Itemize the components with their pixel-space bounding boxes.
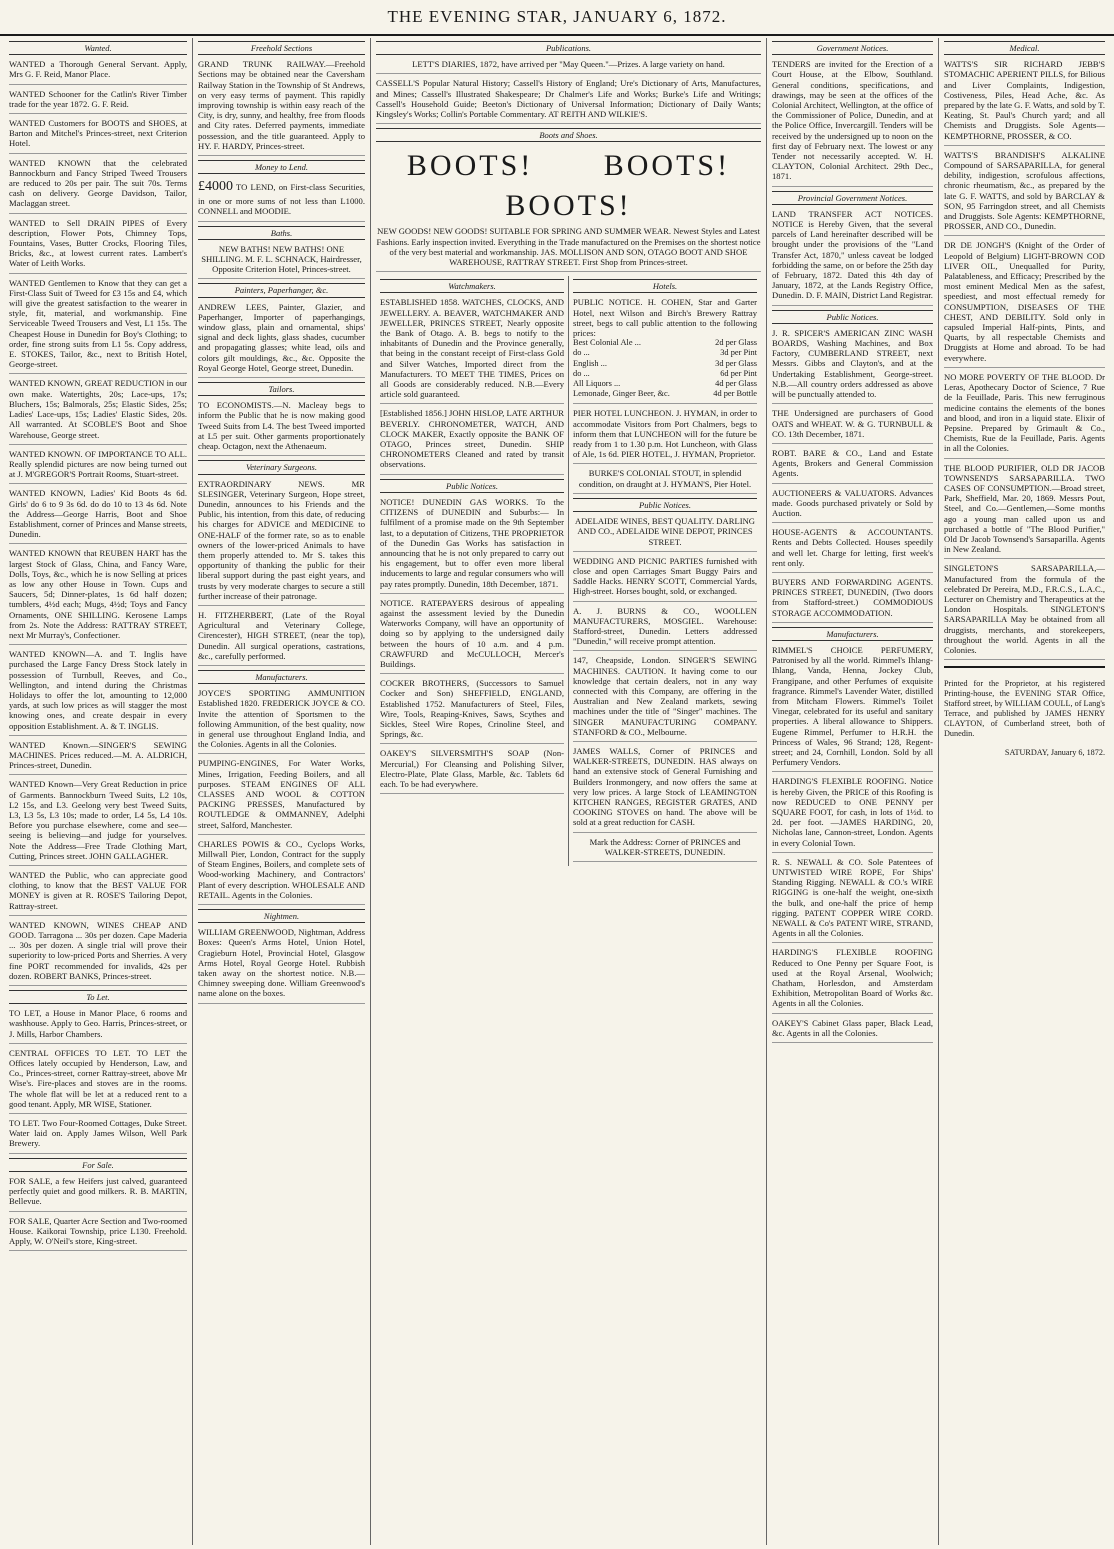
section-for-sale: For Sale. [9,1158,187,1172]
watchmaker-ad: [Established 1856.] JOHN HISLOP, LATE ARTHUR BEVERLY. CHRONOMETER, WATCH, AND CLOCK MAKER, Exactly opposite the BANK OF OTAGO, Princes street, Dunedin. SHIP CHRONOMETERS Cleaned and rated by transit observations. [380,408,564,474]
harding-ad: HARDING'S FLEXIBLE ROOFING. Notice is hereby Given, the PRICE of this Roofing is now REDUCED to ONE PENNY per SQUARE FOOT, for cash, in lots of 1½d. to 2d. per foot. —JAMES HARDING, 20, Nicholas lane, Cannon-street, London. Agents in every Colonial Town. [772,776,933,852]
section-watchmakers: Watchmakers. [380,279,564,293]
hotel-ad: BURKE'S COLONIAL STOUT, in splendid condition, on draught at J. HYMAN'S, Pier Hotel. [573,468,757,493]
price-table [573,338,757,399]
hotel-ad [573,297,757,404]
classified-ad: WANTED Schooner for the Catlin's River Timber trade for the year 1872. G. F. Reid. [9,89,187,114]
classified-ad: WANTED KNOWN that the celebrated Bannockburn and Fancy Striped Tweed Trousers are reduced to 20s per pair. The suit 70s. Terms cash on delivery. George Davidson, Tailor, Maclaggan street. [9,158,187,214]
price-item: Best Colonial Ale ... [573,338,641,348]
freehold-ad: GRAND TRUNK RAILWAY.—Freehold Sections may be obtained near the Caversham Railway Station in the Township of St Andrews, on very easy terms of payment. This rapidly improving township is within easy reach of the City, is dry, sunny, and healthy, free from floods and City rates. Deferred payments, immediate possession, and the title guaranteed. Apply to HY. F. HARDY, Princes-street. [198,59,365,156]
price-value: 2d per Glass [715,338,757,348]
turnbull-ad: THE Undersigned are purchasers of Good OATS and WHEAT. W. & G. TURNBULL & CO. 13th December, 1871. [772,408,933,444]
price-value: 3d per Glass [715,358,757,368]
money-ad [198,178,365,221]
section-publications: Publications. [376,41,761,55]
publication-ad: CASSELL'S Popular Natural History; Cassell's History of England; Ure's Dictionary of Arts, Manufactures, and Mines; Cassell's Illustrated Shakespeare; Dr Chalmer's Life and Works; Burke's Life and Writings; Cassell's Household Guide; Beeton's Dictionary of Universal Information; Dictionary of Daily Wants; Kingsley's Works; Collin's Portable Commentary. AT REITH AND WILKIE'S. [376,78,761,124]
boots-headline: BOOTS! BOOTS! BOOTS! [406,149,731,223]
column-2 [192,38,370,1545]
manufacturer-ad: PUMPING-ENGINES, For Water Works, Mines, Irrigation, Feeding Boilers, and all purposes. STEAM ENGINES OF ALL CLASSES AND WOOL & COTTON PACKING PRESSES, Manufactured by ROUTLEDGE & OMMANNEY, Adelphi street, Salford, Manchester. [198,758,365,834]
column-1 [4,38,192,1545]
column-3 [370,38,766,1545]
classified-ad: WANTED the Public, who can appreciate good clothing, to know that the BEST VALUE FOR MONEY is given at R. ROSE'S Tailoring Depot, Rattray-street. [9,870,187,916]
classified-ad: WANTED KNOWN, GREAT REDUCTION in our own make. Watertights, 20s; Lace-ups, 17s; Bluchers, 15s; Balmorals, 25s; Elastic Sides, 25s; Ladies' Lace-ups, 15s; Ladies' Elastic Sides, 20s. All warranted. At SCOBLE'S Boot and Shoe Warehouse, George street. [9,378,187,444]
buyers-ad: BUYERS AND FORWARDING AGENTS. PRINCES STREET, DUNEDIN, (Two doors from Stafford-street.) COMMODIOUS STORAGE ACCOMMODATION. [772,577,933,623]
section-medical: Medical. [944,41,1105,55]
price-value: 4d per Bottle [713,389,757,399]
price-item: All Liquors ... [573,379,621,389]
table-row [573,338,757,348]
classified-ad: WANTED KNOWN that REUBEN HART has the largest Stock of Glass, China, and Fancy Ware, Dolls, Toys, &c., which he is now Selling at prices as low any other House in Town. Cups and Saucers, 5d; Dinner-plates, 1s 6d half dozen; tumblers, 4½d each; Mugs, 4½d; Toys and Fancy Ornaments, ONE SHILLING. Kerosene Lamps from 2s. Note the Address: RATTRAY STREET, next Mr Murray's, Confectioner. [9,548,187,645]
printer-imprint [944,666,1105,757]
price-item: Lemonade, Ginger Beer, &c. [573,389,670,399]
price-value: 4d per Glass [715,379,757,389]
watchmaker-ad: ESTABLISHED 1858. WATCHES, CLOCKS, AND JEWELLERY. A. BEAVER, WATCHMAKER AND JEWELLER, PRINCES STREET, Nearly opposite the Bank of Otago. A. B. begs to notify to the inhabitants of Dunedin and the Province generally, that being in the constant receipt of First-class Gold and Silver Watches, Imported direct from the Manufacturers. TO MEET THE TIMES, Prices on all Goods are considerably reduced. N.B.—Every article sold guaranteed. [380,297,564,404]
section-public-notices: Public Notices. [772,310,933,324]
classified-ad: WANTED KNOWN, WINES CHEAP AND GOOD. Tarragona ... 30s per dozen. Cape Maderia ... 30s per dozen. A single trial will prove their superiority to low-priced Ports and Sherries. A very fine PORT recommended for invalids, 42s per dozen. ROBERT BANKS, Princes-street. [9,920,187,986]
hotel-notice-text: PUBLIC NOTICE. H. COHEN, Star and Garter Hotel, next Wilson and Birch's Brewery Rattray street, begs to call public attention to the following prices: [573,297,757,339]
classified-ad: WANTED KNOWN, Ladies' Kid Boots 4s 6d. Girls' do 6 to 9 3s 6d. do do 10 to 13 4s 6d. Note the Address—George Harris, Boot and Shoe Establishment, corner of Princes and Manse streets, Dunedin. [9,488,187,544]
section-public-notices: Public Notices. [380,479,564,493]
section-manufacturers: Manufacturers. [772,627,933,641]
column-5 [938,38,1110,1545]
water-notice: NOTICE. RATEPAYERS desirous of appealing against the assessment levied by the Dunedin Waterworks Company, will have an opportunity of doing so by applying to the undersigned daily between the hours of 10 a.m. and 4 p.m. CRAWFURD and McCULLOCH, Mercer's Buildings. [380,598,564,674]
classified-ad: WANTED a Thorough General Servant. Apply, Mrs G. F. Reid, Manor Place. [9,59,187,84]
section-money: Money to Lend. [198,160,365,174]
column-4 [766,38,938,1545]
classified-ad: WANTED Gentlemen to Know that they can get a First-Class Suit of Tweed for £3 15s and £4, which will give the greatest satisfaction to the wearer in style, fit, material, and workmanship. Fine Serviceable Tweed Trousers and Vest, L1 15s. The Cheapest House in Dunedin for Boy's Clothing; to order, fine strong suits from L1 5s. Copy address, E. STOKES, Tailor, &c., next to British Hotel, George-street. [9,278,187,375]
section-public-notices-2: Public Notices. [573,498,757,512]
gas-notice: NOTICE! DUNEDIN GAS WORKS. To the CITIZENS of DUNEDIN and Suburbs:— In fulfilment of a promise made on the 9th September last, to a deputation of Citizens, THE PROPRIETOR of the Dunedin Gas Works has satisfaction in announcing that he is not only prepared to carry out his engagement, but to offer even more liberal inducements to large and regular consumers who will pay rates promptly. Dunedin, 18th December, 1871. [380,497,564,594]
oakey-ad: OAKEY'S SILVERSMITH'S SOAP (Non-Mercurial,) For Cleansing and Polishing Silver, Electro-Plate, Plate Glass, Marble, &c. Tablets 6d each. To be had everywhere. [380,748,564,794]
price-item: do ... [573,348,590,358]
section-nightmen: Nightmen. [198,909,365,923]
classified-ad: WANTED Known.—SINGER'S SEWING MACHINES. Prices reduced.—M. A. ALDRICH, Princes-street, Dunedin. [9,740,187,776]
de-jongh-ad: DR DE JONGH'S (Knight of the Order of Leopold of Belgium) LIGHT-BROWN COD LIVER OIL, Unequalled for Purity, Palatableness, and Efficacy; Prescribed by the most eminent Medical Men as the safest, speediest, and most effectual remedy for CONSUMPTION, DISEASES OF THE CHEST, AND DEBILITY. Sold only in capsuled Imperial Half-pints, Pints, and Quarts, by all respectable Chemists and Druggists at Home and abroad. To be had everywhere. [944,240,1105,367]
singleton-ad: SINGLETON'S SARSAPARILLA,—Manufactured from the formula of the celebrated Dr Pereira, M.D., F.R.C.S., L.A.C., Lecturer on Chemistry and Therapeutics at the London Hospitals. SINGLETON'S SARSAPARILLA May be obtained from all druggists, merchants, and storekeepers, throughout the world. Agents in all the Colonies. [944,563,1105,660]
section-manufacturers: Manufacturers. [198,670,365,684]
tailors-ad: TO ECONOMISTS.—N. Macleay begs to inform the Public that he is now making good Tweed Suits from L4. The best Tweed imported at L5 per suit. Other garments proportionately cheap. Octagon, next the Athenaeum. [198,400,365,456]
column-3-right [568,276,761,866]
section-boots: Boots and Shoes. [376,128,761,142]
section-tailors: Tailors. [198,382,365,396]
classified-ad: WANTED KNOWN—A. and T. Inglis have purchased the Large Fancy Dress Stock lately in possession of Turnbull, Reeves, and Co., Wellington, and intend during the Christmas Holidays to offer the lot, amounting to 12,000 yards, at such low prices as will stagger the most knowing ones, and create despair in every opposition Establishment. A. & T. INGLIS. [9,649,187,736]
section-to-let: To Let. [9,990,187,1004]
money-text: TO LEND, on First-class Securities, in one or more sums of not less than L1000. CONNELL and MOODIE. [198,182,365,217]
land-notice: LAND TRANSFER ACT NOTICES. NOTICE is Hereby Given, that the several parcels of Land hereinafter described will be brought under the provisions of the "Land Transfer Act, 1870," unless caveat be lodged forbidding the same, on or before the 25th day of February, 1872. Dated this 4th day of January, 1872, at the Lands Registry Office, Dunedin. D. F. MAIN, District Land Registrar. [772,209,933,306]
woollen-ad: A. J. BURNS & CO., WOOLLEN MANUFACTURERS, MOSGIEL. Warehouse: Stafford-street, Dunedin. Letters addressed "Dunedin," will receive prompt attention. [573,606,757,652]
price-value: 3d per Pint [720,348,757,358]
table-row [573,359,757,369]
singer-ad: 147, Cheapside, London. SINGER'S SEWING MACHINES. CAUTION. It having come to our knowledge that certain dealers, not in any way connected with this Company, are offering in the Australian and New Zealand markets, sewing machines under the title of "Singer" machines. The SINGER MANUFACTURING COMPANY. STANFORD & CO., Melbourne. [573,655,757,742]
hotel-ad: PIER HOTEL LUNCHEON. J. HYMAN, in order to accommodate Visitors from Port Chalmers, begs to inform them that LUNCHEON will for the future be ready from 1 to 1.30 p.m. Hot Luncheon, with Glass of Ale, 1s 6d. PIER HOTEL, J. HYMAN, Proprietor. [573,408,757,464]
publication-ad: LETT'S DIARIES, 1872, have arrived per "May Queen."—Prizes. A large variety on hand. [376,59,761,74]
price-value: 6d per Pint [720,368,757,378]
section-freehold: Freehold Sections [198,41,365,55]
section-hotels: Hotels. [573,279,757,293]
table-row [573,379,757,389]
classified-ad: WANTED to Sell DRAIN PIPES of Every description, Flower Pots, Chimney Tops, Fountains, Vases, Butter Crocks, Flooring Tiles, Bricks, &c., at lowest current rates. Lambert's Water of Leith Works. [9,218,187,274]
table-row [573,389,757,399]
boots-ad: NEW GOODS! NEW GOODS! SUITABLE FOR SPRING AND SUMMER WEAR. Newest Styles and Latest Fashions. Early inspection invited. Everything in the Trade manufactured on the Premises on the shortest notice of the very best material and workmanship. JAS. MOLLISON AND SON, OTAGO BOOT AND SHOE WAREHOUSE, RATTRAY STREET. First Shop from Princes-street. [376,226,761,272]
manufacturer-ad: CHARLES POWIS & CO., Cyclops Works, Millwall Pier, London, Contract for the supply of Steam Engines, Boilers, and complete sets of Wood-working Machinery, and Contractors' Plant of every description. WHOLESALE AND RETAIL. Agents in the Colonies. [198,839,365,905]
nightman-ad: WILLIAM GREENWOOD, Nightman, Address Boxes: Queen's Arms Hotel, Union Hotel, Cragieburn Hotel, Provincial Hotel, Glasgow Arms Hotel, Royal George Hotel. Rubbish taken away on the shortest notice. N.B.—Chimney sweeping done. William Greenwood's name alone on the boxes. [198,927,365,1003]
section-government: Government Notices. [772,41,933,55]
tenders-notice: TENDERS are invited for the Erection of a Court House, at the Elbow, Southland. General conditions, specifications, and drawings, may be seen at the offices of the Colonial Architect, Wellington, at the office of the Commissioner of Police, Dunedin, and at the Police Office, Invercargill. Tenders will be received by the undersigned up to noon on the first day of February next. The lowest or any Tender not necessarily accepted. W. H. CLAYTON, Colonial Architect. 29th Dec., 1871. [772,59,933,186]
painters-ad: ANDREW LEES, Painter, Glazier, and Paperhanger, Importer of paperhangings, window glass, plain and ornamental, ships' signal and deck lights, glass shades, cucumber and propagating glasses; white lead, oils and colors gilt mouldings, &c., &c. Opposite the Royal George Hotel, George street, Dunedin. [198,302,365,378]
cocker-ad: COCKER BROTHERS, (Successors to Samuel Cocker and Son) SHEFFIELD, ENGLAND, Established 1752. Manufacturers of Steel, Files, Wire, Tools, Reaping-Knives, Saws, Scythes and Sickles, Steel Wire Ropes, Crinoline Steel, and Springs, &c. [380,678,564,744]
price-item: English ... [573,358,607,368]
classified-ad: FOR SALE, Quarter Acre Section and Two-roomed House. Kaikorai Township, price L130. Freehold. Apply, W. O'Neil's store, King-street. [9,1216,187,1252]
table-row [573,369,757,379]
section-baths: Baths. [198,226,365,240]
newall-ad: R. S. NEWALL & CO. Sole Patentees of UNTWISTED WIRE ROPE, For Ships' Standing Rigging. NEWALL & CO.'s WIRE RIGGING is one-half the weight, one-sixth the bulk, and one-half the price of hemp rigging. PATENT COPPER WIRE CORD. NEWALL & Co's PATENT WIRE, STRAND, Agents in all the Colonies. [772,857,933,944]
jebb-ad: WATTS'S SIR RICHARD JEBB'S STOMACHIC APERIENT PILLS, for Bilious and Liver Complaints, Indigestion, Costiveness, Piles, Head Ache, &c. As prepared by the late G. F. Watts, and sold by T. Keating, St. Paul's Church yard; and all Chemists and Druggists. Sole Agents—KEMPTHORNE, PROSSER, & CO. [944,59,1105,146]
column-3-split [376,276,761,866]
money-amount: £4000 [198,179,233,195]
section-veterinary: Veterinary Surgeons. [198,460,365,474]
columns [4,38,1110,1545]
classified-ad: WANTED Customers for BOOTS and SHOES, at Barton and Mitchel's Princes-street, next Criterion Hotel. [9,118,187,154]
adelaide-ad: ADELAIDE WINES, BEST QUALITY. DARLING AND CO., ADELAIDE WINE DEPOT, PRINCES STREET. [573,516,757,552]
harding-ad-2: HARDING'S FLEXIBLE ROOFING Reduced to One Penny per Square Foot, is used at the Royal Arsenal, Woolwich; Chatham, Horlesdon, and Amsterdam Exhibition, Metropolitan Board of Works &c. Agents in all the Colonies. [772,947,933,1013]
house-agents-ad: HOUSE-AGENTS & ACCOUNTANTS. Rents and Debts Collected. Houses speedily and well let. Charge for letting, first week's rent only. [772,527,933,573]
auctioneers-ad: AUCTIONEERS & VALUATORS. Advances made. Goods purchased privately or Sold by Auction. [772,488,933,524]
poverty-ad: NO MORE POVERTY OF THE BLOOD. Dr Leras, Apothecary Doctor of Science, 7 Rue de la Feuillade, Paris. This new ferruginous medicine contains the elements of the bones and blood, and iron in a liquid state. Elixir of Pepsine. Prepared by Grimault & Co., Chemists, Rue de la Feuillade, Paris. Agents in all the Colonies. [944,372,1105,459]
masthead: THE EVENING STAR, JANUARY 6, 1872. [0,0,1114,36]
classified-ad: WANTED KNOWN. OF IMPORTANCE TO ALL. Really splendid pictures are now being turned out at J. M'GREGOR'S Portrait Rooms, Stuart-street. [9,449,187,485]
veterinary-ad: EXTRAORDINARY NEWS. MR SLESINGER, Veterinary Surgeon, Hope street, Dunedin, announces to his Friends and the Public, his intention, from this date, of reducing his charges for ADVICE and MEDICINE to ONE-HALF of the former rate, so as to enable owners of the lower-priced Animals to have them properly attended to. Mr S. takes this opportunity of thanking the public for their liberal support during the past eight years, and trusts by very moderate charges to secure a still further increase of their patronage. [198,479,365,606]
oakey-ad-2: OAKEY'S Cabinet Glass paper, Black Lead, &c. Agents in all the Colonies. [772,1018,933,1043]
classified-ad: TO LET, a House in Manor Place, 6 rooms and washhouse. Apply to Geo. Harris, Princes-street, or J. Mills, Harbor Chambers. [9,1008,187,1044]
classified-ad: TO LET. Two Four-Roomed Cottages, Duke Street. Water laid on. Apply James Wilson, Well Park Brewery. [9,1118,187,1154]
classified-ad: FOR SALE, a few Heifers just calved, guaranteed perfectly quiet and good milkers. R. B. MARTIN, Bellevue. [9,1176,187,1212]
date-line: SATURDAY, January 6, 1872. [1004,747,1105,757]
sarsaparilla-ad: WATTS'S BRANDISH'S ALKALINE Compound of SARSAPARILLA, for general debility, indigestion, scrofulous affections, chronic rheumatism, &c., as prepared by the late G. F. WATTS, and sold by BARCLAY & SON, 95 Farringdon street, and all Chemists and Druggists. Sole Agents: KEMPTHORNE, PROSSER, AND CO., Dunedin. [944,150,1105,237]
column-3-left [376,276,568,866]
section-provincial: Provincial Government Notices. [772,191,933,205]
classified-ad: CENTRAL OFFICES TO LET. TO LET the Offices lately occupied by Henderson, Law, and Co., Princes-street, corner Rattray-street, above Mr Wise's. Fire-places and stoves are in the rooms. The whole flat will be let at a reduced rent to a good tenant. Apply, MR WISE, Stationer. [9,1048,187,1114]
imprint-text: Printed for the Proprietor, at his registered Printing-house, the EVENING STAR Office, Stafford street, by WILLIAM COULL, of Lang's Terrace, and published by JAMES HENRY CLAYTON, of Cumberland street, both of Dunedin. [944,679,1105,739]
bare-ad: ROBT. BARE & CO., Land and Estate Agents, Brokers and General Commission Agents. [772,448,933,484]
price-item: do ... [573,368,590,378]
walls-address: Mark the Address: Corner of PRINCES and WALKER-STREETS, DUNEDIN. [573,837,757,862]
section-wanted: Wanted. [9,41,187,55]
table-row [573,348,757,358]
walls-ad: JAMES WALLS, Corner of PRINCES and WALKER-STREETS, DUNEDIN. HAS always on hand an extensive stock of General Furnishing and Builders Ironmongery, and now offers the same at very low prices. A large Stock of LEAMINGTON KITCHEN RANGES, REGISTER GRATES, AND COOKING STOVES on hand. The above will be sold at a great reduction for CASH. [573,746,757,833]
wedding-ad: WEDDING AND PICNIC PARTIES furnished with close and open Carriages Smart Buggy Pairs and Saddle Hacks. HENRY SCOTT, Commercial Yards, High-street. Horses bought, sold, or exchanged. [573,556,757,602]
section-painters: Painters, Paperhanger, &c. [198,283,365,297]
rimmel-ad: RIMMEL'S CHOICE PERFUMERY, Patronised by all the world. Rimmel's Ihlang-Ihlang, Vanda, Henna, Jockey Club, Frangipane, and other Perfumes of exquisite fragrance. Rimmel's Lavender Water, distilled from Mitcham Flowers. Rimmel's Toilet Vinegar, celebrated for its useful and sanitary properties. A liberal allowance to Shippers. Eugene Rimmel, Perfumer to H.R.H. the Princess of Wales, 96 Strand; 128, Regent-street; and 24, Cornhill, London. Sold by all Perfumery Vendors. [772,645,933,772]
spicer-ad: J. R. SPICER'S AMERICAN ZINC WASH BOARDS, Washing Machines, and Box Factory, CUMBERLAND STREET, next Messrs. Gibbs and Clayton's, and at the Undertaking Establishment, George-street. N.B.—All country orders addressed as above will be punctually attended to. [772,328,933,404]
veterinary-ad: H. FITZHERBERT, (Late of the Royal Agricultural and Veterinary College, Cirencester), HIGH STREET, (near the top), Dunedin. All surgical operations, castrations, &c., carefully performed. [198,610,365,666]
baths-ad: NEW BATHS! NEW BATHS! ONE SHILLING. M. F. L. SCHNACK, Hairdresser, Opposite Criterion Hotel, Princes-street. [198,244,365,280]
blood-purifier-ad: THE BLOOD PURIFIER, OLD DR JACOB TOWNSEND'S SARSAPARILLA. TWO CASES OF CONSUMPTION.—Broad street, Park, Sheffield, Mar. 20, 1869. Messrs Pout, Steel, and Co.—Gentlemen,—Some months ago a young man called upon us and purchased a bottle of "The Blood Purifier," Old Dr Jacob Townsend's Sarsaparilla. Agents in New Zealand. [944,463,1105,560]
classified-ad: WANTED Known—Very Great Reduction in price of Garments. Bannockburn Tweed Suits, L2 10s, L2 15s, and L3. Geelong very best Tweed Suits, L3, L3 5s, L3 10s; made to order, L4 5s, L4 10s. Before you purchase elsewhere, come and see—seeing is believing—and judge for yourselves. Note the Address—Free Trade Clothing Mart, Cutting, Princes street. JOHN GALLAGHER. [9,779,187,866]
manufacturer-ad: JOYCE'S SPORTING AMMUNITION Established 1820. FREDERICK JOYCE & CO. Invite the attention of Sportsmen to the following Ammunition, of the best quality, now in general use throughout England India, and the Colonies. Agents in all the Colonies. [198,688,365,754]
